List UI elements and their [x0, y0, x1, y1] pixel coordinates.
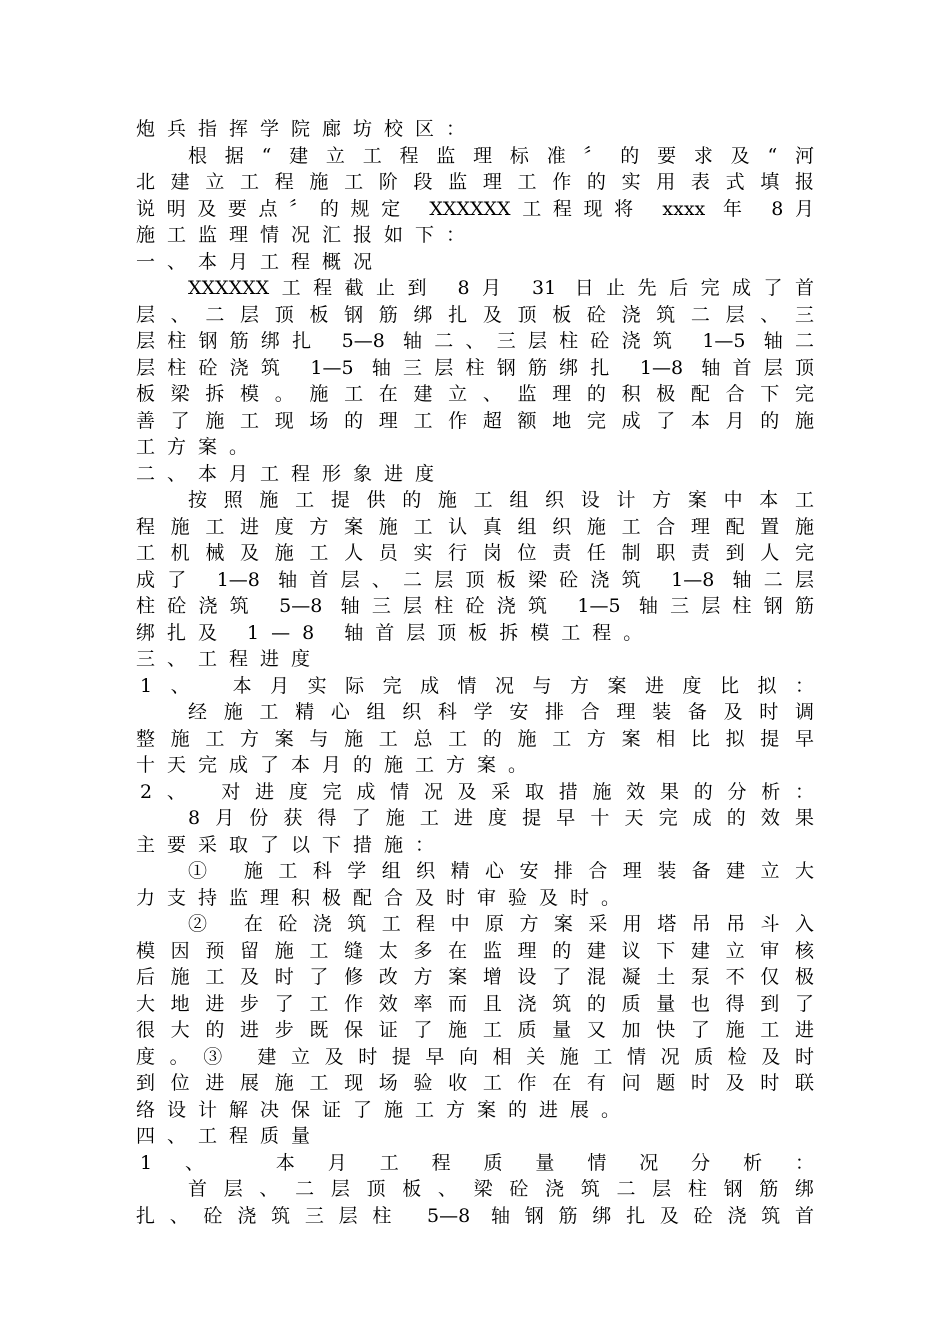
- paragraph-line: 力支持监理积极配合及时审验及时。: [136, 887, 633, 909]
- paragraph-line: 扎、砼浇筑三层柱 5—8 轴钢筋绑扎及砼浇筑首: [136, 1205, 814, 1227]
- paragraph-line: 绑扎及 1—8 轴首层顶板拆模工程。: [136, 622, 655, 644]
- subsection-heading: 2、 对进度完成情况及采取措施效果的分析：: [140, 781, 814, 803]
- paragraph-line: 大地进步了工作效率而且浇筑的质量也得到了: [136, 993, 814, 1015]
- paragraph-line: 说明及要点〞的规定 XXXXXX工程现将 xxxx 年 8月: [136, 198, 814, 220]
- section-heading-1: 一、本月工程概况: [136, 251, 385, 273]
- paragraph-line: 很大的进步既保证了施工质量又加快了施工进: [136, 1019, 814, 1041]
- paragraph-line: 后施工及时了修改方案增设了混凝土泵不仅极: [136, 966, 814, 988]
- paragraph-line: 层柱钢筋绑扎 5—8 轴二、三层柱砼浇筑 1—5 轴二: [136, 330, 814, 352]
- paragraph-line: 主要采取了以下措施：: [136, 834, 447, 856]
- paragraph-line: 十天完成了本月的施工方案。: [136, 754, 540, 776]
- paragraph-line: 按照施工提供的施工组织设计方案中本工: [188, 489, 814, 511]
- paragraph-line: 到位进展施工现场验收工作在有问题时及时联: [136, 1072, 814, 1094]
- paragraph-line: 程施工进度方案施工认真组织施工合理配置施: [136, 516, 814, 538]
- section-heading-2: 二、本月工程形象进度: [136, 463, 447, 485]
- paragraph-line: 柱砼浇筑 5—8 轴三层柱砼浇筑 1—5 轴三层柱钢筋: [136, 595, 814, 617]
- paragraph-line: 工机械及施工人员实行岗位责任制职责到人完: [136, 542, 814, 564]
- paragraph-line: 8月份获得了施工进度提早十天完成的效果: [188, 807, 814, 829]
- paragraph-line: 根据“建立工程监理标准〞的要求及“河: [188, 145, 814, 167]
- paragraph-line: 模因预留施工缝太多在监理的建议下建立审核: [136, 940, 814, 962]
- heading-recipient: 炮兵指挥学院廊坊校区：: [136, 118, 478, 140]
- paragraph-line: ② 在砼浇筑工程中原方案采用塔吊吊斗入: [188, 913, 814, 935]
- paragraph-line: 度。③ 建立及时提早向相关施工情况质检及时: [136, 1046, 814, 1068]
- paragraph-line: 施工监理情况汇报如下：: [136, 224, 478, 246]
- paragraph-line: 整施工方案与施工总工的施工方案相比拟提早: [136, 728, 814, 750]
- paragraph-line: 善了施工现场的理工作超额地完成了本月的施: [136, 410, 814, 432]
- paragraph-line: 络设计解决保证了施工方案的进展。: [136, 1099, 633, 1121]
- subsection-heading: 1、 本月实际完成情况与方案进度比拟：: [140, 675, 814, 697]
- paragraph-line: 北建立工程施工阶段监理工作的实用表式填报: [136, 171, 814, 193]
- paragraph-line: 首层、二层顶板、梁砼浇筑二层柱钢筋绑: [188, 1178, 814, 1200]
- paragraph-line: 板梁拆模。施工在建立、监理的积极配合下完: [136, 383, 814, 405]
- paragraph-line: 工方案。: [136, 436, 261, 458]
- subsection-heading: 1、 本月工程质量情况分析：: [140, 1152, 814, 1174]
- paragraph-line: 经施工精心组织科学安排合理装备及时调: [188, 701, 814, 723]
- paragraph-line: ① 施工科学组织精心安排合理装备建立大: [188, 860, 814, 882]
- paragraph-line: 层柱砼浇筑 1—5 轴三层柱钢筋绑扎 1—8 轴首层顶: [136, 357, 814, 379]
- paragraph-line: XXXXXX工程截止到 8月 31 日止先后完成了首: [188, 277, 814, 299]
- paragraph-line: 成了 1—8 轴首层、二层顶板梁砼浇筑 1—8 轴二层: [136, 569, 814, 591]
- paragraph-line: 层、二层顶板钢筋绑扎及顶板砼浇筑二层、三: [136, 304, 814, 326]
- section-heading-3: 三、工程进度: [136, 648, 323, 670]
- section-heading-4: 四、工程质量: [136, 1125, 323, 1147]
